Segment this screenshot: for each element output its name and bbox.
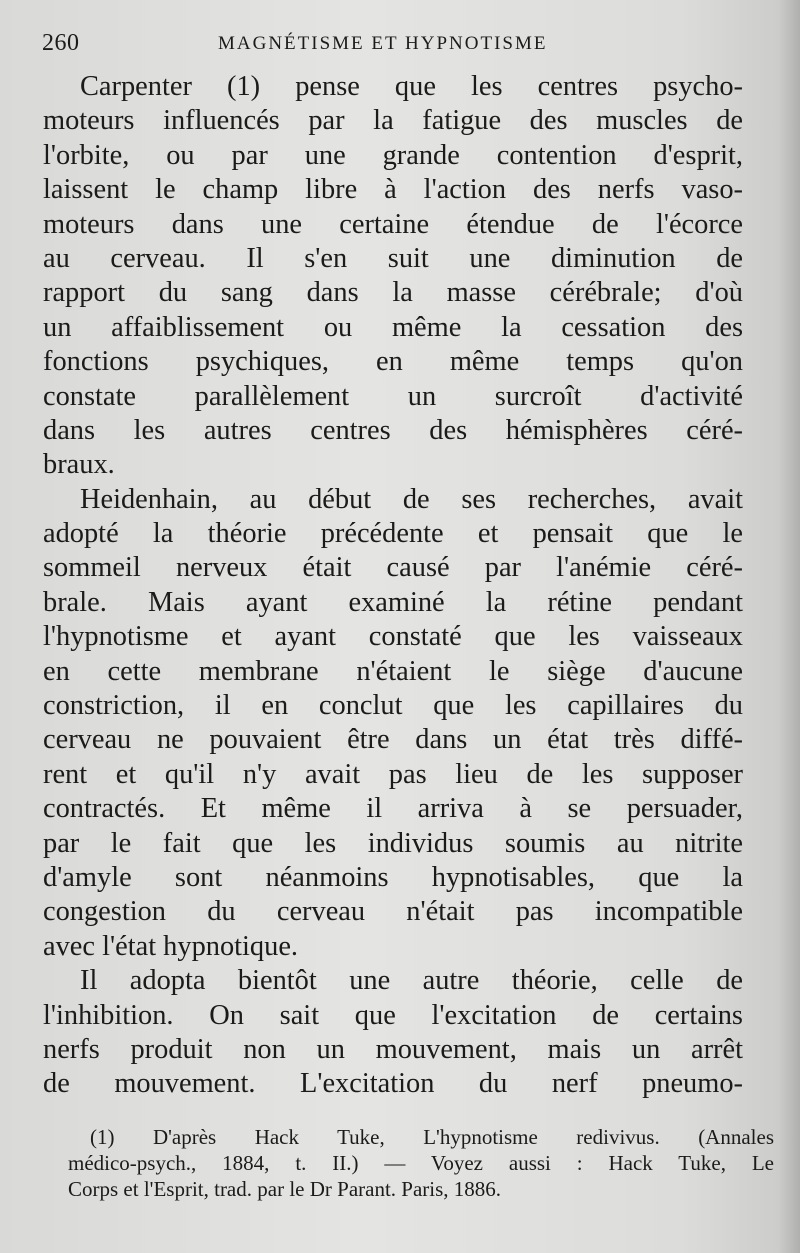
text-line: cerveau ne pouvaient être dans un état très diffé-: [43, 724, 743, 756]
text-line: l'hypnotisme et ayant constaté que les vaisseaux: [43, 621, 743, 653]
text-line: moteurs dans une certaine étendue de l'écorce: [43, 208, 743, 240]
page-edge-shadow: [778, 0, 800, 1253]
footnote-line: médico-psych., 1884, t. II.) — Voyez aussi : Hack Tuke, Le: [68, 1151, 774, 1175]
text-line: Carpenter (1) pense que les centres psycho-: [80, 71, 743, 102]
footnote: [68, 1124, 774, 1202]
text-line: par le fait que les individus soumis au nitrite: [43, 827, 743, 859]
text-line: un affaiblissement ou même la cessation des: [43, 311, 743, 343]
text-line: avec l'état hypnotique.: [43, 930, 299, 962]
text-line: adopté la théorie précédente et pensait que le: [43, 518, 743, 550]
text-line: rapport du sang dans la masse cérébrale; d'où: [43, 277, 743, 309]
text-line: laissent le champ libre à l'action des nerfs vaso-: [43, 174, 743, 206]
text-line: l'orbite, ou par une grande contention d'esprit,: [43, 139, 743, 171]
text-line: sommeil nerveux était causé par l'anémie céré-: [43, 552, 743, 584]
text-line: Heidenhain, au début de ses recherches, avait: [80, 483, 743, 515]
text-line: au cerveau. Il s'en suit une diminution de: [43, 242, 743, 274]
page-number: 260: [42, 30, 80, 56]
text-line: moteurs influencés par la fatigue des muscles de: [43, 105, 743, 137]
text-line: dans les autres centres des hémisphères céré-: [43, 414, 743, 446]
text-line: nerfs produit non un mouvement, mais un arrêt: [43, 1033, 743, 1065]
text-line: congestion du cerveau n'était pas incompatible: [43, 896, 743, 928]
text-line: braux.: [43, 449, 115, 481]
text-line: constriction, il en conclut que les capillaires du: [43, 690, 743, 722]
footnote-line: Corps et l'Esprit, trad. par le Dr Parant. Paris, 1886.: [68, 1177, 502, 1201]
text-line: Il adopta bientôt une autre théorie, celle de: [80, 965, 743, 997]
text-line: d'amyle sont néanmoins hypnotisables, que la: [43, 861, 743, 893]
text-line: brale. Mais ayant examiné la rétine pendant: [43, 586, 743, 618]
text-line: contractés. Et même il arriva à se persuader,: [43, 793, 743, 825]
main-text: [43, 70, 743, 1102]
text-line: constate parallèlement un surcroît d'activité: [43, 380, 743, 412]
text-line: en cette membrane n'étaient le siège d'aucune: [43, 655, 743, 687]
running-title: MAGNÉTISME ET HYPNOTISME: [218, 33, 548, 54]
footnote-line: (1) D'après Hack Tuke, L'hypnotisme redivivus. (Annales: [90, 1125, 774, 1149]
text-line: rent et qu'il n'y avait pas lieu de les supposer: [43, 758, 743, 790]
text-line: l'inhibition. On sait que l'excitation de certains: [43, 999, 743, 1031]
running-header: [42, 30, 760, 60]
text-line: de mouvement. L'excitation du nerf pneumo-: [43, 1068, 743, 1100]
text-line: fonctions psychiques, en même temps qu'on: [43, 346, 743, 378]
